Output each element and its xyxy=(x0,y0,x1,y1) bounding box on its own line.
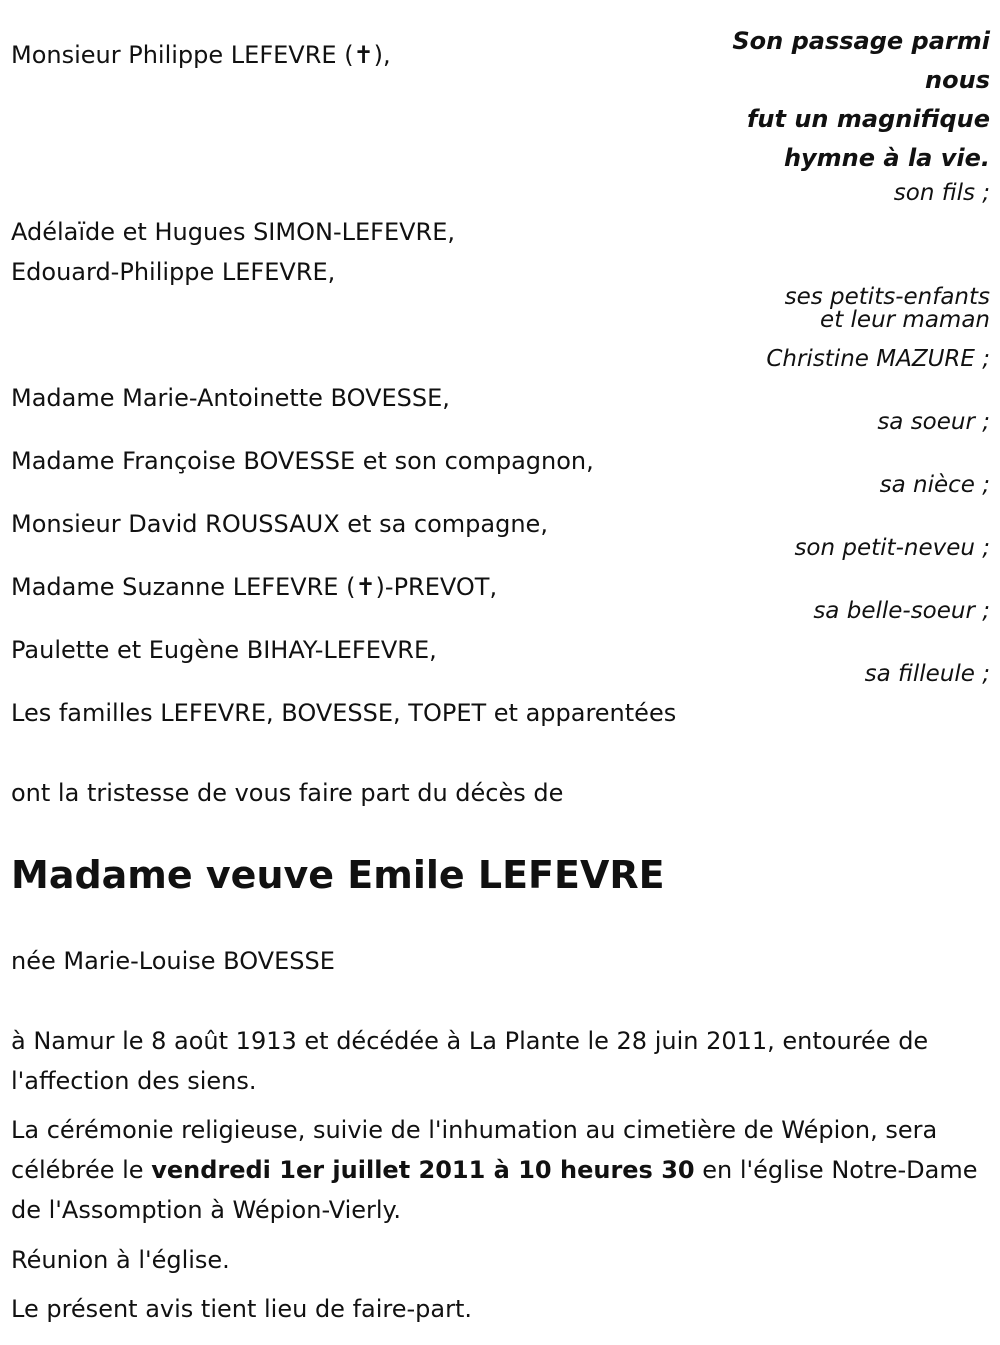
epitaph-line: Son passage parmi xyxy=(732,27,990,55)
ceremony-text xyxy=(11,1110,986,1230)
epitaph-quote xyxy=(660,22,990,178)
mourner-name: Paulette et Eugène BIHAY-LEFEVRE, xyxy=(11,636,437,664)
mourner-name: Madame Marie-Antoinette BOVESSE, xyxy=(11,384,450,412)
mourner-name: Adélaïde et Hugues SIMON-LEFEVRE, xyxy=(11,218,455,246)
mourner-relation: son petit-neveu ; xyxy=(794,535,990,561)
ceremony-date-time: vendredi 1er juillet 2011 à 10 heures 30 xyxy=(151,1156,695,1184)
epitaph-line: nous xyxy=(925,66,990,94)
epitaph-line: fut un magnifique xyxy=(746,105,990,133)
mourner-relation: Christine MAZURE ; xyxy=(766,346,990,372)
mourner-relation: sa soeur ; xyxy=(877,409,990,435)
birth-death-text: à Namur le 8 août 1913 et décédée à La Plante le 28 juin 2011, entourée de l'affection des siens. xyxy=(11,1027,929,1095)
announcement-text: ont la tristesse de vous faire part du décès de xyxy=(11,779,564,807)
notice-text: Le présent avis tient lieu de faire-part. xyxy=(11,1295,473,1323)
mourner-relation: sa filleule ; xyxy=(864,661,990,687)
mourner-name: Madame Suzanne LEFEVRE (✝)-PREVOT, xyxy=(11,573,498,601)
mourner-name: Les familles LEFEVRE, BOVESSE, TOPET et apparentées xyxy=(11,699,677,727)
ceremony-text-part: La cérémonie religieuse, suivie de l'inhumation au cimetière de Wépion, sera célébrée le xyxy=(11,1116,938,1184)
mourner-relation: ses petits-enfants xyxy=(784,284,990,310)
mourner-name: Edouard-Philippe LEFEVRE, xyxy=(11,258,336,286)
mourner-relation: et leur maman xyxy=(820,307,990,333)
mourner-relation: sa nièce ; xyxy=(879,472,990,498)
mourner-relation: sa belle-soeur ; xyxy=(813,598,990,624)
epitaph-line: hymne à la vie. xyxy=(783,144,990,172)
maiden-name: née Marie-Louise BOVESSE xyxy=(11,947,335,975)
mourner-name: Monsieur Philippe LEFEVRE (✝), xyxy=(11,41,391,69)
mourner-name: Monsieur David ROUSSAUX et sa compagne, xyxy=(11,510,548,538)
ceremony-text-part: en l'église Notre-Dame de l'Assomption à Wépion-Vierly. xyxy=(11,1156,978,1224)
mourner-name: Madame Françoise BOVESSE et son compagnon, xyxy=(11,447,594,475)
deceased-name: Madame veuve Emile LEFEVRE xyxy=(11,853,665,897)
gathering-text: Réunion à l'église. xyxy=(11,1246,230,1274)
mourner-relation: son fils ; xyxy=(893,180,990,206)
